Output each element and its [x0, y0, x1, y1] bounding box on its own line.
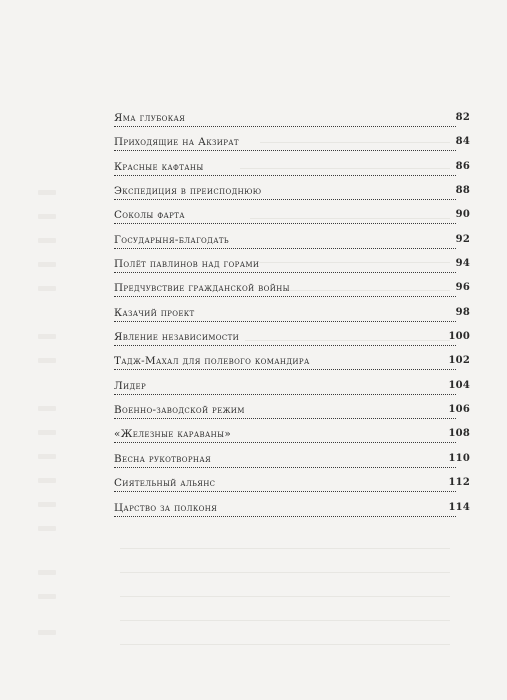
toc-entry[interactable] — [114, 473, 470, 497]
table-of-contents — [114, 108, 470, 522]
toc-entry-page-number: 84 — [455, 136, 470, 148]
toc-entry[interactable] — [114, 108, 470, 132]
toc-entry-page-number: 100 — [448, 331, 470, 343]
toc-entry[interactable] — [114, 376, 470, 400]
toc-dotted-rule — [114, 248, 456, 249]
toc-entry-title: Экспедиция в преисподнюю — [114, 181, 261, 198]
toc-dotted-rule — [114, 491, 456, 492]
toc-dotted-rule — [114, 126, 456, 127]
toc-entry-page-number: 88 — [455, 185, 470, 197]
toc-entry[interactable] — [114, 181, 470, 205]
toc-entry-title: Весна рукотворная — [114, 449, 211, 466]
toc-dotted-rule — [114, 223, 456, 224]
toc-entry-title: Тадж-Махал для полевого командира — [114, 351, 310, 368]
toc-dotted-rule — [114, 394, 456, 395]
toc-entry-page-number: 86 — [455, 160, 470, 172]
toc-entry[interactable] — [114, 157, 470, 181]
toc-entry[interactable] — [114, 400, 470, 424]
toc-dotted-rule — [114, 369, 456, 370]
toc-entry[interactable] — [114, 132, 470, 156]
toc-entry[interactable] — [114, 254, 470, 278]
toc-dotted-rule — [114, 442, 456, 443]
toc-dotted-rule — [114, 516, 456, 517]
toc-entry-page-number: 112 — [448, 477, 470, 489]
toc-entry-title: Военно-заводской режим — [114, 400, 245, 417]
toc-entry-title: Сиятельный альянс — [114, 473, 215, 490]
toc-entry-title: Красные кафтаны — [114, 157, 204, 174]
toc-entry-title: Лидер — [114, 376, 146, 393]
toc-entry-page-number: 104 — [448, 379, 470, 391]
toc-entry[interactable] — [114, 327, 470, 351]
toc-entry[interactable] — [114, 351, 470, 375]
toc-entry-page-number: 96 — [455, 282, 470, 294]
toc-dotted-rule — [114, 321, 456, 322]
toc-entry[interactable] — [114, 449, 470, 473]
toc-entry-page-number: 102 — [448, 355, 470, 367]
toc-entry[interactable] — [114, 205, 470, 229]
toc-dotted-rule — [114, 150, 456, 151]
toc-entry-title: Приходящие на Акзират — [114, 132, 239, 149]
toc-entry-title: «Железные караваны» — [114, 424, 231, 441]
toc-entry-page-number: 82 — [455, 112, 470, 123]
toc-entry-page-number: 110 — [448, 452, 470, 464]
toc-entry-title: Царство за полконя — [114, 498, 217, 515]
toc-entry[interactable] — [114, 230, 470, 254]
toc-dotted-rule — [114, 199, 456, 200]
toc-entry[interactable] — [114, 424, 470, 448]
toc-dotted-rule — [114, 345, 456, 346]
toc-entry-page-number: 90 — [455, 209, 470, 221]
toc-entry-title: Государыня-благодать — [114, 230, 229, 247]
toc-entry[interactable] — [114, 498, 470, 522]
toc-dotted-rule — [114, 272, 456, 273]
toc-entry-title: Предчувствие гражданской войны — [114, 278, 290, 295]
toc-dotted-rule — [114, 296, 456, 297]
toc-entry-title: Явление независимости — [114, 327, 239, 344]
toc-entry-page-number: 114 — [448, 501, 470, 513]
toc-entry[interactable] — [114, 278, 470, 302]
toc-dotted-rule — [114, 467, 456, 468]
toc-entry-title: Яма глубокая — [114, 108, 185, 125]
toc-entry-page-number: 92 — [455, 233, 470, 245]
toc-entry[interactable] — [114, 303, 470, 327]
toc-entry-page-number: 106 — [448, 404, 470, 416]
toc-entry-page-number: 108 — [448, 428, 470, 440]
toc-entry-page-number: 98 — [455, 306, 470, 318]
toc-entry-page-number: 94 — [455, 258, 470, 270]
toc-entry-title: Полёт павлинов над горами — [114, 254, 259, 271]
toc-entry-title: Соколы фарта — [114, 205, 185, 222]
toc-dotted-rule — [114, 418, 456, 419]
toc-entry-title: Казачий проект — [114, 303, 195, 320]
toc-dotted-rule — [114, 175, 456, 176]
